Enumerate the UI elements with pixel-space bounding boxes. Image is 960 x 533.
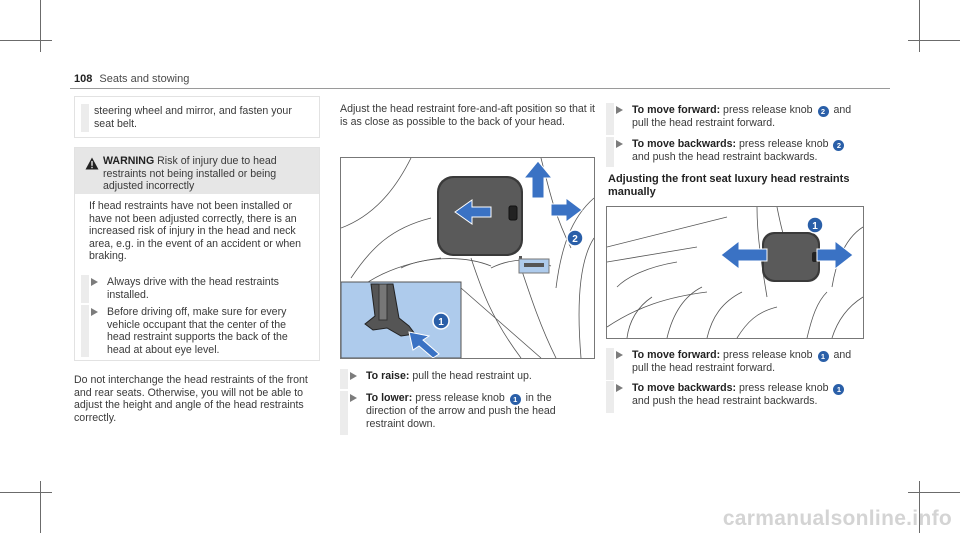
step-text: pull the head restraint up. (412, 370, 532, 382)
header-divider (70, 88, 890, 89)
crop-mark (40, 481, 41, 533)
section-title: Seats and stowing (99, 73, 190, 85)
crop-mark (908, 492, 960, 493)
warning-label: WARNING (103, 155, 155, 167)
warning-bullet-text: Before driving off, make sure for every vehicle occupant that the center of the head restraint supports the back of the head at about eye level. (107, 306, 288, 356)
warning-bullet (81, 275, 311, 303)
crop-mark (908, 40, 960, 41)
page-number: 108 (74, 73, 93, 85)
svg-text:2: 2 (572, 234, 578, 245)
watermark: carmanualsonline.info (722, 507, 952, 530)
interchange-note: Do not interchange the head restraints of the front and rear seats. Otherwise, you will not be able to adjust the height and angle of the head restraints correctly. (74, 374, 308, 424)
step-move-backwards: To move backwards: press release knob 2 and push the head restraint backwards. (606, 137, 861, 167)
bullet-arrow-icon (350, 372, 357, 380)
col2-intro: Adjust the head restraint fore-and-aft position so that it is as close as possible to the back of your head. (340, 103, 595, 128)
bullet-arrow-icon (616, 384, 623, 392)
warning-title-text: Risk of injury due to head restraints not being installed or being adjusted incorrectly (103, 155, 277, 193)
bullet-arrow-icon (616, 106, 623, 114)
crop-mark (40, 0, 41, 52)
warning-bullet (81, 305, 311, 357)
bullet-arrow-icon (91, 278, 98, 286)
bullet-arrow-icon (350, 394, 357, 402)
crop-mark (0, 40, 52, 41)
step-label: To move backwards: (632, 138, 737, 150)
headrest (762, 232, 820, 282)
svg-text:1: 1 (812, 221, 818, 232)
callout-badge: 1 (510, 394, 521, 405)
warning-title (103, 155, 313, 193)
step-move-forward: To move forward: press release knob 2 and pull the head restraint forward. (606, 103, 861, 135)
crop-mark (919, 0, 920, 52)
step-label: To move forward: (632, 349, 721, 361)
step-label: To raise: (366, 370, 410, 382)
callout-badge: 1 (818, 351, 829, 362)
step-raise (340, 369, 595, 389)
warning-body: If head restraints have not been installed or have not been adjusted correctly, there is an increased risk of injury in the head and neck area, e.g. in the event of an accident or when braking. (89, 200, 302, 263)
step-lower: To lower: press release knob 1 in the direction of the arrow and push the head restraint down. (340, 391, 595, 435)
bullet-arrow-icon (91, 308, 98, 316)
step-move-forward: To move forward: press release knob 1 and pull the head restraint forward. (606, 348, 861, 380)
bullet-bar (81, 104, 89, 132)
bullet-arrow-icon (616, 351, 623, 359)
head-restraint-illustration (340, 157, 595, 359)
warning-header (75, 148, 319, 194)
svg-text:1: 1 (438, 317, 444, 328)
step-label: To move backwards: (632, 382, 737, 394)
luxury-head-restraint-illustration (606, 206, 864, 339)
crop-mark (0, 492, 52, 493)
warning-triangle-icon (85, 157, 99, 170)
callout-badge: 1 (833, 384, 844, 395)
callout-badge: 2 (833, 140, 844, 151)
warning-bullet-text: Always drive with the head restraints installed. (107, 276, 279, 301)
step-move-backwards: To move backwards: press release knob 1 and push the head restraint backwards. (606, 381, 861, 413)
continued-bullet-box (74, 96, 320, 138)
bullet-arrow-icon (616, 140, 623, 148)
warning-box (74, 147, 320, 361)
callout-badge: 2 (818, 106, 829, 117)
page-header (74, 73, 189, 85)
step-label: To lower: (366, 392, 413, 404)
step-label: To move forward: (632, 104, 721, 116)
section-heading: Adjusting the front seat luxury head restraints manually (608, 173, 850, 198)
continued-bullet-text: steering wheel and mirror, and fasten your seat belt. (94, 105, 292, 130)
